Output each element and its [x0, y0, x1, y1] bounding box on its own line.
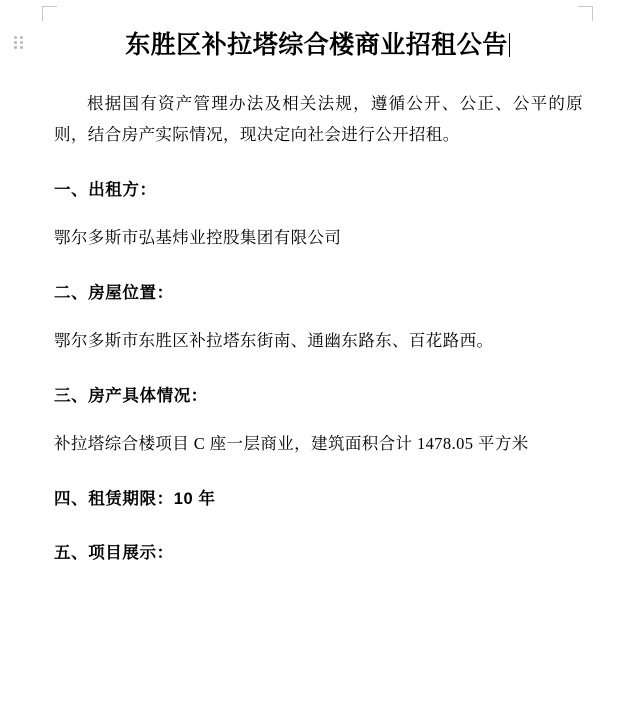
handle-dot [20, 41, 23, 44]
property-details-text[interactable]: 补拉塔综合楼项目 C 座一层商业，建筑面积合计 1478.05 平方米 [54, 434, 529, 453]
section-heading-project-display[interactable]: 五、项目展示： [54, 544, 174, 562]
handle-dot [20, 46, 23, 49]
handle-dot [14, 46, 17, 49]
handle-dot [14, 41, 17, 44]
paragraph-intro[interactable]: 根据国有资产管理办法及相关法规，遵循公开、公正、公平的原则，结合房产实际情况，现决定向社会进行公开招租。 [54, 94, 583, 144]
text-cursor [509, 33, 510, 57]
section-heading-lease-term[interactable]: 四、租赁期限：10 年 [54, 490, 216, 508]
section-heading-location[interactable]: 二、房屋位置： [54, 284, 174, 302]
handle-dot [20, 36, 23, 39]
document-title: 东胜区补拉塔综合楼商业招租公告 [125, 31, 508, 59]
document-title-line[interactable] [42, 28, 593, 62]
location-text[interactable]: 鄂尔多斯市东胜区补拉塔东街南、通幽东路东、百花路西。 [54, 331, 494, 350]
drag-handle-icon[interactable] [14, 36, 23, 52]
document-body[interactable] [42, 0, 593, 567]
lessor-name[interactable]: 鄂尔多斯市弘基炜业控股集团有限公司 [54, 228, 342, 247]
section-heading-lessor[interactable]: 一、出租方： [54, 181, 157, 199]
section-heading-property-details[interactable]: 三、房产具体情况： [54, 387, 208, 405]
handle-dot [14, 36, 17, 39]
